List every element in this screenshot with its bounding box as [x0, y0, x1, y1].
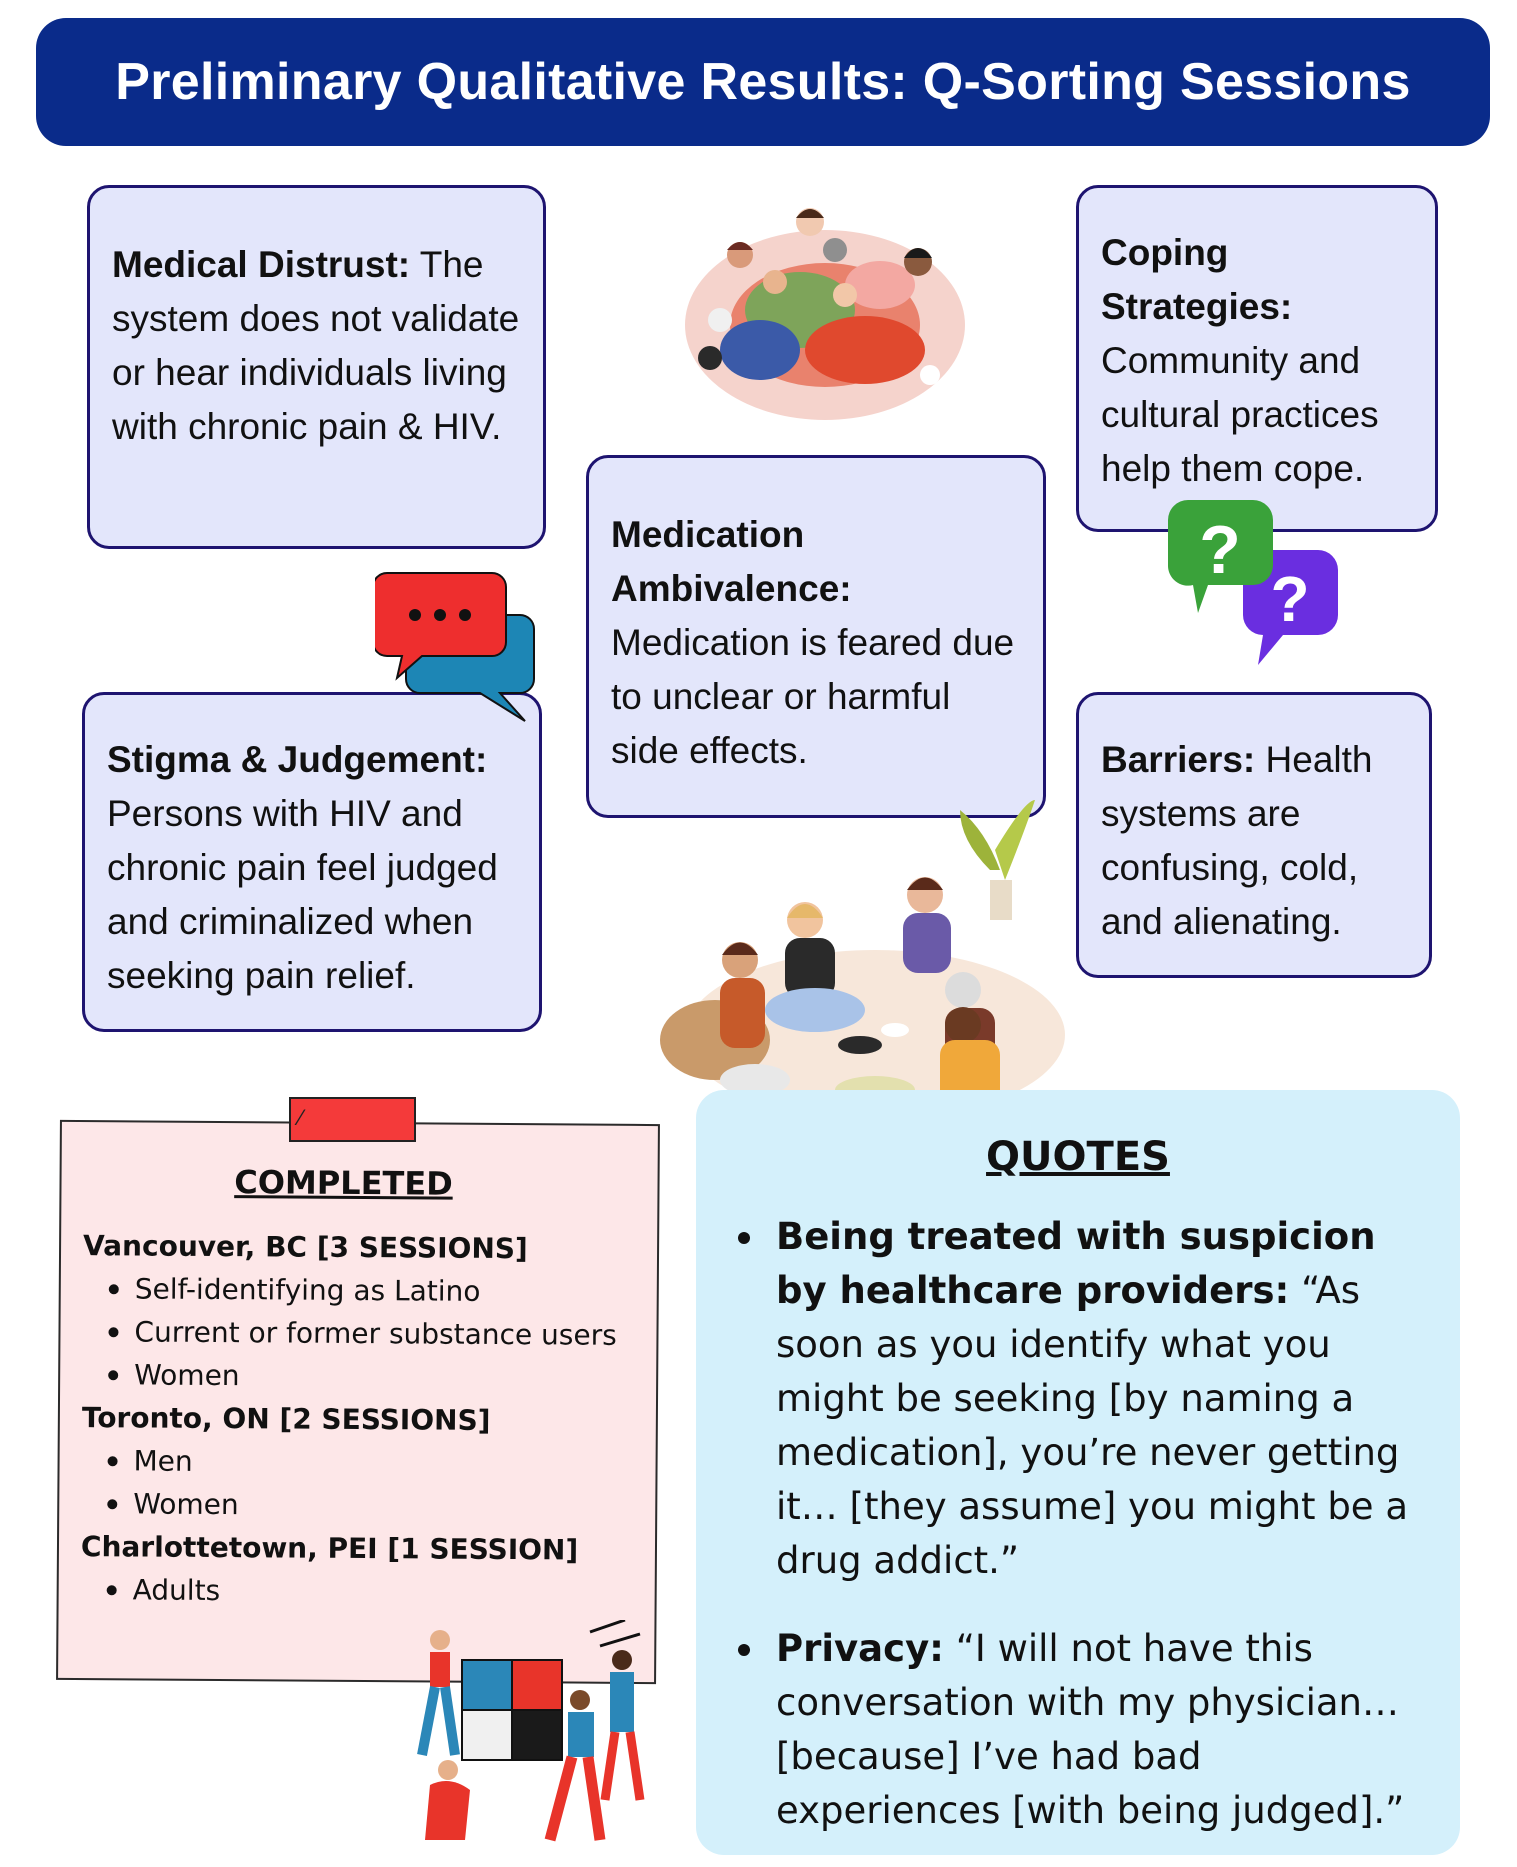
- theme-box-stigma-judgement: [82, 692, 542, 1032]
- completed-content: [81, 1162, 644, 1615]
- quote-label: Being treated with suspicion by healthcare providers:: [776, 1215, 1376, 1312]
- group-hug-illustration: [680, 200, 970, 435]
- question-bubbles-icon: [1168, 495, 1343, 670]
- theme-text: Community and cultural practices help them cope.: [1101, 340, 1379, 489]
- theme-label: Stigma & Judgement:: [107, 739, 488, 780]
- quote-privacy: [776, 1622, 1436, 1838]
- list-item: Women: [102, 1353, 642, 1400]
- completed-note: [56, 1120, 660, 1684]
- speech-bubbles-icon: [375, 565, 545, 727]
- theme-label: Medication Ambivalence:: [611, 514, 852, 609]
- theme-text: The system does not validate or hear individuals living with chronic pain & HIV.: [112, 244, 520, 447]
- quote-suspicion: [776, 1210, 1436, 1588]
- quote-text: “As soon as you identify what you might be seeking [by naming a medication], you’re never getting it… [they assume] you might be a drug addict.”: [776, 1269, 1408, 1582]
- completed-heading: COMPLETED: [234, 1163, 453, 1203]
- location-toronto: Toronto, ON [2 SESSIONS]: [81, 1401, 491, 1437]
- quotes-heading: QUOTES: [986, 1134, 1170, 1180]
- list-item: Adults: [101, 1568, 641, 1615]
- list-item: Men: [101, 1439, 641, 1486]
- page-title: Preliminary Qualitative Results: Q-Sorting Sessions: [115, 53, 1411, 111]
- location-vancouver: Vancouver, BC [3 SESSIONS]: [82, 1229, 528, 1266]
- quotes-panel: [696, 1090, 1460, 1855]
- tape-decoration: [289, 1097, 416, 1142]
- svg-text:?: ?: [1199, 512, 1241, 588]
- toronto-list: [81, 1439, 642, 1529]
- theme-text: Health systems are confusing, cold, and alienating.: [1101, 739, 1373, 942]
- theme-box-barriers: [1076, 692, 1432, 978]
- theme-text: Medication is feared due to unclear or harmful side effects.: [611, 622, 1015, 771]
- quote-label: Privacy:: [776, 1627, 944, 1670]
- list-item: Current or former substance users: [102, 1310, 642, 1357]
- svg-text:?: ?: [1270, 563, 1310, 635]
- theme-box-medical-distrust: [87, 185, 546, 549]
- quote-text: “I will not have this conversation with my physician… [because] I’ve had bad experiences [with being judged].”: [776, 1627, 1405, 1832]
- group-discussion-illustration: [645, 790, 1065, 1130]
- theme-label: Barriers:: [1101, 739, 1256, 780]
- vancouver-list: [82, 1267, 643, 1400]
- list-item: Women: [101, 1482, 641, 1529]
- theme-label: Coping Strategies:: [1101, 232, 1293, 327]
- puzzle-team-illustration: [400, 1620, 660, 1860]
- location-charlottetown: Charlottetown, PEI [1 SESSION]: [80, 1530, 579, 1567]
- tape-mark-icon: ⁄: [299, 1105, 303, 1130]
- theme-label: Medical Distrust:: [112, 244, 411, 285]
- theme-box-coping-strategies: [1076, 185, 1438, 532]
- list-item: Self-identifying as Latino: [103, 1267, 643, 1314]
- theme-box-medication-ambivalence: [586, 455, 1046, 818]
- charlottetown-list: [81, 1568, 641, 1615]
- title-banner: [36, 18, 1490, 146]
- theme-text: Persons with HIV and chronic pain feel judged and criminalized when seeking pain relief.: [107, 793, 498, 996]
